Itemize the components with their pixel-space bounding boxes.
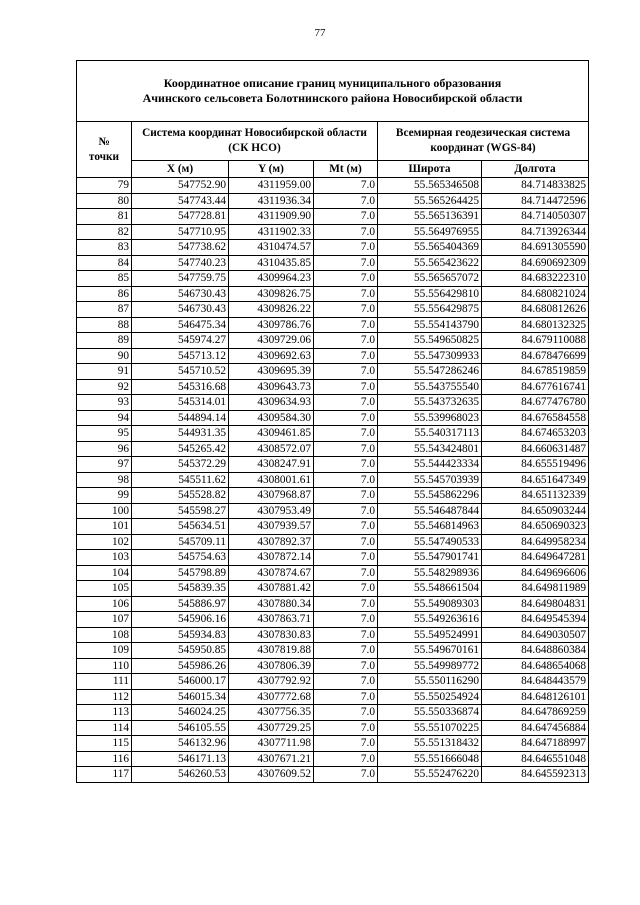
mt-value-cell: 7.0: [314, 457, 378, 473]
point-number-cell: 104: [77, 565, 132, 581]
longitude-cell: 84.648443579: [482, 674, 589, 690]
latitude-cell: 55.548661504: [378, 581, 482, 597]
latitude-cell: 55.543732635: [378, 395, 482, 411]
y-coordinate-cell: 4311902.33: [229, 224, 314, 240]
latitude-cell: 55.548298936: [378, 565, 482, 581]
longitude-cell: 84.714472596: [482, 193, 589, 209]
mt-value-cell: 7.0: [314, 767, 378, 783]
x-coordinate-cell: 545986.26: [132, 658, 229, 674]
longitude-cell: 84.646551048: [482, 751, 589, 767]
latitude-cell: 55.550336874: [378, 705, 482, 721]
y-coordinate-cell: 4307609.52: [229, 767, 314, 783]
x-coordinate-cell: 547743.44: [132, 193, 229, 209]
latitude-cell: 55.545703939: [378, 472, 482, 488]
mt-value-cell: 7.0: [314, 271, 378, 287]
y-coordinate-cell: 4309729.06: [229, 333, 314, 349]
longitude-cell: 84.680132325: [482, 317, 589, 333]
y-coordinate-cell: 4309695.39: [229, 364, 314, 380]
x-coordinate-cell: 545886.97: [132, 596, 229, 612]
longitude-cell: 84.650690323: [482, 519, 589, 535]
mt-value-cell: 7.0: [314, 426, 378, 442]
y-coordinate-cell: 4307863.71: [229, 612, 314, 628]
x-coordinate-cell: 546000.17: [132, 674, 229, 690]
longitude-cell: 84.655519496: [482, 457, 589, 473]
y-coordinate-cell: 4307772.68: [229, 689, 314, 705]
table-row: [77, 379, 589, 395]
point-number-cell: 85: [77, 271, 132, 287]
longitude-cell: 84.649958234: [482, 534, 589, 550]
mt-value-cell: 7.0: [314, 658, 378, 674]
x-coordinate-cell: 546024.25: [132, 705, 229, 721]
table-row: [77, 627, 589, 643]
x-coordinate-cell: 545316.68: [132, 379, 229, 395]
latitude-cell: 55.549989772: [378, 658, 482, 674]
latitude-cell: 55.556429875: [378, 302, 482, 318]
point-number-cell: 114: [77, 720, 132, 736]
latitude-cell: 55.549650825: [378, 333, 482, 349]
point-number-cell: 117: [77, 767, 132, 783]
mt-value-cell: 7.0: [314, 751, 378, 767]
mt-value-cell: 7.0: [314, 472, 378, 488]
y-coordinate-cell: 4309826.22: [229, 302, 314, 318]
point-number-cell: 116: [77, 751, 132, 767]
longitude-cell: 84.713926344: [482, 224, 589, 240]
longitude-cell: 84.649647281: [482, 550, 589, 566]
latitude-cell: 55.564976955: [378, 224, 482, 240]
y-coordinate-cell: 4307729.25: [229, 720, 314, 736]
mt-value-cell: 7.0: [314, 581, 378, 597]
y-coordinate-cell: 4311936.34: [229, 193, 314, 209]
longitude-cell: 84.683222310: [482, 271, 589, 287]
table-row: [77, 240, 589, 256]
latitude-cell: 55.546487844: [378, 503, 482, 519]
y-coordinate-cell: 4307968.87: [229, 488, 314, 504]
column-x-header: X (м): [132, 161, 229, 178]
x-coordinate-cell: 544894.14: [132, 410, 229, 426]
point-number-cell: 86: [77, 286, 132, 302]
point-number-header-line-1: №: [98, 135, 110, 148]
column-longitude-header: Долгота: [482, 161, 589, 178]
table-row: [77, 472, 589, 488]
y-coordinate-cell: 4307711.98: [229, 736, 314, 752]
x-coordinate-cell: 545598.27: [132, 503, 229, 519]
y-coordinate-cell: 4307880.34: [229, 596, 314, 612]
latitude-cell: 55.547286246: [378, 364, 482, 380]
latitude-cell: 55.565657072: [378, 271, 482, 287]
longitude-cell: 84.648654068: [482, 658, 589, 674]
mt-value-cell: 7.0: [314, 193, 378, 209]
table-row: [77, 426, 589, 442]
longitude-cell: 84.691305590: [482, 240, 589, 256]
point-number-cell: 98: [77, 472, 132, 488]
latitude-cell: 55.547490533: [378, 534, 482, 550]
table-row: [77, 488, 589, 504]
point-number-cell: 107: [77, 612, 132, 628]
point-number-cell: 103: [77, 550, 132, 566]
point-number-cell: 91: [77, 364, 132, 380]
point-number-cell: 113: [77, 705, 132, 721]
page-number: 77: [314, 27, 326, 39]
point-number-cell: 81: [77, 209, 132, 225]
point-number-cell: 90: [77, 348, 132, 364]
mt-value-cell: 7.0: [314, 209, 378, 225]
x-coordinate-cell: 545974.27: [132, 333, 229, 349]
y-coordinate-cell: 4308247.91: [229, 457, 314, 473]
y-coordinate-cell: 4307819.88: [229, 643, 314, 659]
point-number-cell: 87: [77, 302, 132, 318]
coordinates-table: [76, 60, 589, 783]
table-row: [77, 519, 589, 535]
table-row: [77, 596, 589, 612]
title-line-2: Ачинского сельсовета Болотнинского района Новосибирской области: [142, 91, 523, 105]
y-coordinate-cell: 4307806.39: [229, 658, 314, 674]
longitude-cell: 84.677616741: [482, 379, 589, 395]
table-row: [77, 767, 589, 783]
mt-value-cell: 7.0: [314, 736, 378, 752]
longitude-cell: 84.660631487: [482, 441, 589, 457]
longitude-cell: 84.678476699: [482, 348, 589, 364]
table-row: [77, 395, 589, 411]
table-row: [77, 317, 589, 333]
longitude-cell: 84.649811989: [482, 581, 589, 597]
point-number-cell: 94: [77, 410, 132, 426]
x-coordinate-cell: 546260.53: [132, 767, 229, 783]
point-number-cell: 108: [77, 627, 132, 643]
mt-value-cell: 7.0: [314, 178, 378, 194]
y-coordinate-cell: 4307881.42: [229, 581, 314, 597]
y-coordinate-cell: 4309964.23: [229, 271, 314, 287]
x-coordinate-cell: 545710.52: [132, 364, 229, 380]
title-line-1: Координатное описание границ муниципального образования: [163, 76, 502, 90]
point-number-cell: 110: [77, 658, 132, 674]
mt-value-cell: 7.0: [314, 488, 378, 504]
y-coordinate-cell: 4307953.49: [229, 503, 314, 519]
table-row: [77, 333, 589, 349]
y-coordinate-cell: 4311959.00: [229, 178, 314, 194]
latitude-cell: 55.545862296: [378, 488, 482, 504]
x-coordinate-cell: 545314.01: [132, 395, 229, 411]
x-coordinate-cell: 545372.29: [132, 457, 229, 473]
x-coordinate-cell: 545511.62: [132, 472, 229, 488]
table-row: [77, 441, 589, 457]
mt-value-cell: 7.0: [314, 364, 378, 380]
point-number-cell: 109: [77, 643, 132, 659]
table-row: [77, 410, 589, 426]
longitude-cell: 84.680821024: [482, 286, 589, 302]
longitude-cell: 84.648126101: [482, 689, 589, 705]
longitude-cell: 84.680812626: [482, 302, 589, 318]
y-coordinate-cell: 4308001.61: [229, 472, 314, 488]
x-coordinate-cell: 545839.35: [132, 581, 229, 597]
x-coordinate-cell: 546730.43: [132, 286, 229, 302]
point-number-cell: 96: [77, 441, 132, 457]
longitude-cell: 84.674653203: [482, 426, 589, 442]
table-row: [77, 550, 589, 566]
x-coordinate-cell: 545528.82: [132, 488, 229, 504]
x-coordinate-cell: 546171.13: [132, 751, 229, 767]
y-coordinate-cell: 4307830.83: [229, 627, 314, 643]
y-coordinate-cell: 4309786.76: [229, 317, 314, 333]
table-row: [77, 705, 589, 721]
mt-value-cell: 7.0: [314, 379, 378, 395]
point-number-cell: 115: [77, 736, 132, 752]
longitude-cell: 84.714833825: [482, 178, 589, 194]
table-row: [77, 612, 589, 628]
x-coordinate-cell: 545713.12: [132, 348, 229, 364]
longitude-cell: 84.649030507: [482, 627, 589, 643]
longitude-cell: 84.679110088: [482, 333, 589, 349]
mt-value-cell: 7.0: [314, 240, 378, 256]
latitude-cell: 55.543424801: [378, 441, 482, 457]
table-row: [77, 503, 589, 519]
mt-value-cell: 7.0: [314, 395, 378, 411]
point-number-cell: 97: [77, 457, 132, 473]
latitude-cell: 55.543755540: [378, 379, 482, 395]
longitude-cell: 84.649804831: [482, 596, 589, 612]
point-number-header: [77, 122, 132, 178]
longitude-cell: 84.650903244: [482, 503, 589, 519]
y-coordinate-cell: 4310474.57: [229, 240, 314, 256]
y-coordinate-cell: 4307792.92: [229, 674, 314, 690]
point-number-cell: 92: [77, 379, 132, 395]
latitude-cell: 55.549670161: [378, 643, 482, 659]
longitude-cell: 84.676584558: [482, 410, 589, 426]
longitude-cell: 84.677476780: [482, 395, 589, 411]
y-coordinate-cell: 4311909.90: [229, 209, 314, 225]
mt-value-cell: 7.0: [314, 410, 378, 426]
x-coordinate-cell: 546475.34: [132, 317, 229, 333]
mt-value-cell: 7.0: [314, 302, 378, 318]
mt-value-cell: 7.0: [314, 612, 378, 628]
table-title: [77, 61, 589, 122]
mt-value-cell: 7.0: [314, 224, 378, 240]
latitude-cell: 55.550116290: [378, 674, 482, 690]
table-row: [77, 364, 589, 380]
latitude-cell: 55.565136391: [378, 209, 482, 225]
latitude-cell: 55.565346508: [378, 178, 482, 194]
mt-value-cell: 7.0: [314, 348, 378, 364]
x-coordinate-cell: 546730.43: [132, 302, 229, 318]
x-coordinate-cell: 545634.51: [132, 519, 229, 535]
point-number-cell: 93: [77, 395, 132, 411]
table-row: [77, 581, 589, 597]
mt-value-cell: 7.0: [314, 627, 378, 643]
mt-value-cell: 7.0: [314, 534, 378, 550]
table-row: [77, 457, 589, 473]
table-row: [77, 286, 589, 302]
column-latitude-header: Широта: [378, 161, 482, 178]
mt-value-cell: 7.0: [314, 643, 378, 659]
latitude-cell: 55.550254924: [378, 689, 482, 705]
x-coordinate-cell: 545754.63: [132, 550, 229, 566]
latitude-cell: 55.551666048: [378, 751, 482, 767]
longitude-cell: 84.690692309: [482, 255, 589, 271]
latitude-cell: 55.565264425: [378, 193, 482, 209]
table-row: [77, 565, 589, 581]
table-row: [77, 674, 589, 690]
point-number-cell: 79: [77, 178, 132, 194]
y-coordinate-cell: 4309643.73: [229, 379, 314, 395]
mt-value-cell: 7.0: [314, 255, 378, 271]
y-coordinate-cell: 4307671.21: [229, 751, 314, 767]
y-coordinate-cell: 4309634.93: [229, 395, 314, 411]
x-coordinate-cell: 546132.96: [132, 736, 229, 752]
table-row: [77, 534, 589, 550]
point-number-cell: 100: [77, 503, 132, 519]
table-body: [77, 178, 589, 783]
x-coordinate-cell: 545265.42: [132, 441, 229, 457]
y-coordinate-cell: 4307872.14: [229, 550, 314, 566]
x-coordinate-cell: 547752.90: [132, 178, 229, 194]
x-coordinate-cell: 545934.83: [132, 627, 229, 643]
point-number-cell: 111: [77, 674, 132, 690]
y-coordinate-cell: 4307939.57: [229, 519, 314, 535]
latitude-cell: 55.547309933: [378, 348, 482, 364]
x-coordinate-cell: 547759.75: [132, 271, 229, 287]
table-row: [77, 736, 589, 752]
point-number-cell: 89: [77, 333, 132, 349]
table-row: [77, 271, 589, 287]
local-system-header: Система координат Новосибирской области (СК НСО): [132, 122, 378, 161]
longitude-cell: 84.678519859: [482, 364, 589, 380]
longitude-cell: 84.651647349: [482, 472, 589, 488]
point-number-cell: 80: [77, 193, 132, 209]
mt-value-cell: 7.0: [314, 550, 378, 566]
mt-value-cell: 7.0: [314, 286, 378, 302]
y-coordinate-cell: 4309692.63: [229, 348, 314, 364]
mt-value-cell: 7.0: [314, 565, 378, 581]
point-number-cell: 101: [77, 519, 132, 535]
x-coordinate-cell: 547710.95: [132, 224, 229, 240]
x-coordinate-cell: 545709.11: [132, 534, 229, 550]
y-coordinate-cell: 4307874.67: [229, 565, 314, 581]
x-coordinate-cell: 545906.16: [132, 612, 229, 628]
wgs84-system-header: Всемирная геодезическая система координат (WGS-84): [378, 122, 589, 161]
point-number-cell: 82: [77, 224, 132, 240]
point-number-cell: 112: [77, 689, 132, 705]
longitude-cell: 84.651132339: [482, 488, 589, 504]
y-coordinate-cell: 4309461.85: [229, 426, 314, 442]
point-number-cell: 95: [77, 426, 132, 442]
point-number-cell: 84: [77, 255, 132, 271]
y-coordinate-cell: 4309584.30: [229, 410, 314, 426]
mt-value-cell: 7.0: [314, 333, 378, 349]
latitude-cell: 55.540317113: [378, 426, 482, 442]
x-coordinate-cell: 547740.23: [132, 255, 229, 271]
latitude-cell: 55.551070225: [378, 720, 482, 736]
latitude-cell: 55.554143790: [378, 317, 482, 333]
x-coordinate-cell: 546105.55: [132, 720, 229, 736]
x-coordinate-cell: 545950.85: [132, 643, 229, 659]
mt-value-cell: 7.0: [314, 596, 378, 612]
point-number-cell: 83: [77, 240, 132, 256]
table-row: [77, 720, 589, 736]
x-coordinate-cell: 547728.81: [132, 209, 229, 225]
y-coordinate-cell: 4307756.35: [229, 705, 314, 721]
mt-value-cell: 7.0: [314, 705, 378, 721]
latitude-cell: 55.549524991: [378, 627, 482, 643]
y-coordinate-cell: 4310435.85: [229, 255, 314, 271]
point-number-cell: 106: [77, 596, 132, 612]
mt-value-cell: 7.0: [314, 689, 378, 705]
latitude-cell: 55.556429810: [378, 286, 482, 302]
y-coordinate-cell: 4308572.07: [229, 441, 314, 457]
column-mt-header: Mt (м): [314, 161, 378, 178]
latitude-cell: 55.539968023: [378, 410, 482, 426]
mt-value-cell: 7.0: [314, 674, 378, 690]
point-number-cell: 99: [77, 488, 132, 504]
mt-value-cell: 7.0: [314, 720, 378, 736]
latitude-cell: 55.551318432: [378, 736, 482, 752]
x-coordinate-cell: 546015.34: [132, 689, 229, 705]
mt-value-cell: 7.0: [314, 317, 378, 333]
mt-value-cell: 7.0: [314, 503, 378, 519]
y-coordinate-cell: 4307892.37: [229, 534, 314, 550]
longitude-cell: 84.714050307: [482, 209, 589, 225]
mt-value-cell: 7.0: [314, 519, 378, 535]
latitude-cell: 55.552476220: [378, 767, 482, 783]
table-row: [77, 658, 589, 674]
latitude-cell: 55.544423334: [378, 457, 482, 473]
x-coordinate-cell: 544931.35: [132, 426, 229, 442]
table-row: [77, 224, 589, 240]
longitude-cell: 84.645592313: [482, 767, 589, 783]
longitude-cell: 84.647188997: [482, 736, 589, 752]
x-coordinate-cell: 547738.62: [132, 240, 229, 256]
longitude-cell: 84.648860384: [482, 643, 589, 659]
point-number-header-line-2: точки: [88, 150, 120, 163]
longitude-cell: 84.649545394: [482, 612, 589, 628]
table-row: [77, 689, 589, 705]
table-row: [77, 178, 589, 194]
x-coordinate-cell: 545798.89: [132, 565, 229, 581]
latitude-cell: 55.546814963: [378, 519, 482, 535]
latitude-cell: 55.549263616: [378, 612, 482, 628]
table-row: [77, 302, 589, 318]
longitude-cell: 84.649696606: [482, 565, 589, 581]
table-row: [77, 255, 589, 271]
longitude-cell: 84.647456884: [482, 720, 589, 736]
latitude-cell: 55.565404369: [378, 240, 482, 256]
table-row: [77, 643, 589, 659]
point-number-cell: 88: [77, 317, 132, 333]
point-number-cell: 102: [77, 534, 132, 550]
table-row: [77, 209, 589, 225]
column-y-header: Y (м): [229, 161, 314, 178]
table-row: [77, 751, 589, 767]
table-row: [77, 193, 589, 209]
longitude-cell: 84.647869259: [482, 705, 589, 721]
latitude-cell: 55.549089303: [378, 596, 482, 612]
mt-value-cell: 7.0: [314, 441, 378, 457]
point-number-cell: 105: [77, 581, 132, 597]
latitude-cell: 55.565423622: [378, 255, 482, 271]
y-coordinate-cell: 4309826.75: [229, 286, 314, 302]
table-row: [77, 348, 589, 364]
latitude-cell: 55.547901741: [378, 550, 482, 566]
